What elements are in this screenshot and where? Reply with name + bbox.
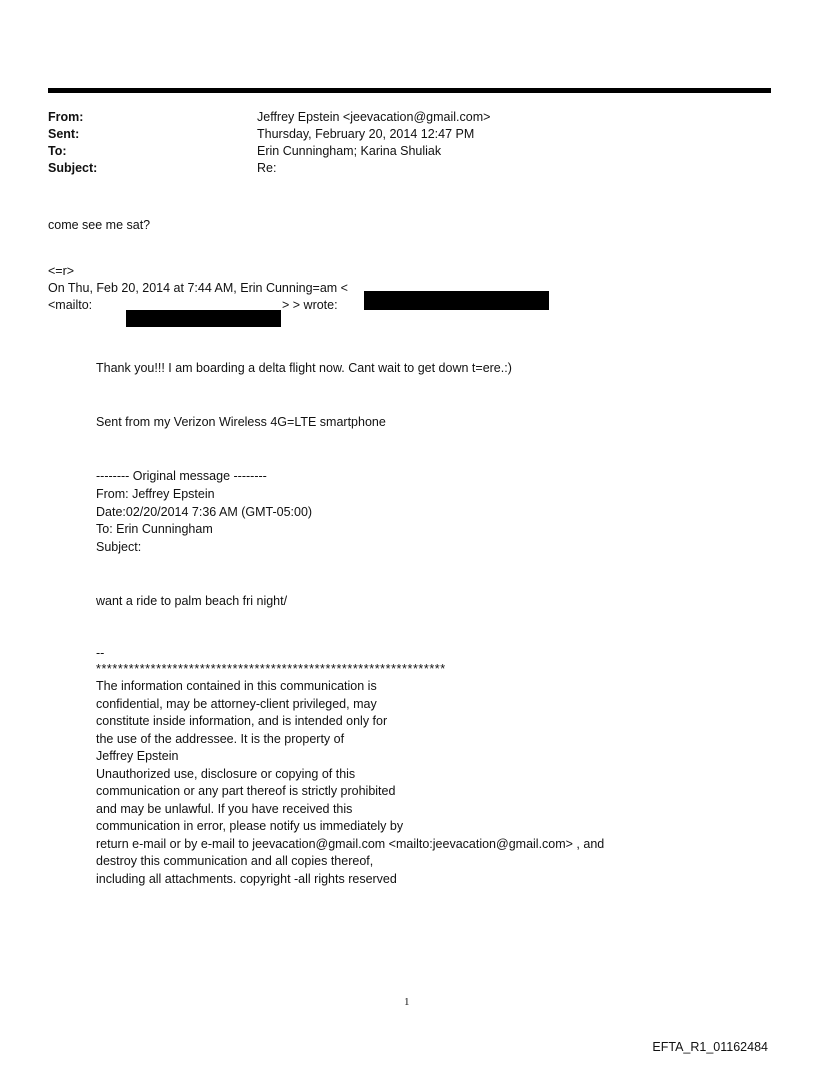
original-to: To: Erin Cunningham <box>96 522 213 536</box>
original-message-header: -------- Original message -------- <box>96 469 267 483</box>
original-subject: Subject: <box>96 540 142 554</box>
redaction-box <box>126 310 281 327</box>
disclaimer-line: confidential, may be attorney-client privileged, may <box>96 697 377 711</box>
quote-marker: <=r> <box>48 264 75 278</box>
disclaimer-line: the use of the addressee. It is the property of <box>96 732 345 746</box>
sent-value: Thursday, February 20, 2014 12:47 PM <box>257 127 475 141</box>
to-label: To: <box>48 144 67 158</box>
disclaimer-line: communication or any part thereof is strictly prohibited <box>96 784 396 798</box>
to-value: Erin Cunningham; Karina Shuliak <box>257 144 442 158</box>
disclaimer-line: and may be unlawful. If you have received this <box>96 802 353 816</box>
disclaimer-line: destroy this communication and all copies thereof, <box>96 854 374 868</box>
original-body: want a ride to palm beach fri night/ <box>96 594 288 608</box>
original-date: Date:02/20/2014 7:36 AM (GMT-05:00) <box>96 505 313 519</box>
quote-intro-line-1: On Thu, Feb 20, 2014 at 7:44 AM, Erin Cunning=am < <box>48 281 348 295</box>
disclaimer-line: communication in error, please notify us immediately by <box>96 819 404 833</box>
signature: Sent from my Verizon Wireless 4G=LTE smartphone <box>96 415 386 429</box>
asterisk-divider: **************************************************************** <box>96 662 446 676</box>
quote-intro-mailto: <mailto: <box>48 298 93 312</box>
signature-separator: -- <box>96 646 105 660</box>
disclaimer-line: including all attachments. copyright -all rights reserved <box>96 872 397 886</box>
sent-label: Sent: <box>48 127 80 141</box>
from-label: From: <box>48 110 84 124</box>
disclaimer-line: return e-mail or by e-mail to jeevacation@gmail.com <mailto:jeevacation@gmail.com> , and <box>96 837 605 851</box>
disclaimer-line: The information contained in this communication is <box>96 679 377 693</box>
redaction-box <box>364 291 549 310</box>
reply-text: come see me sat? <box>48 218 151 232</box>
subject-label: Subject: <box>48 161 98 175</box>
from-value: Jeffrey Epstein <jeevacation@gmail.com> <box>257 110 491 124</box>
document-id: EFTA_R1_01162484 <box>652 1040 768 1054</box>
subject-value: Re: <box>257 161 277 175</box>
disclaimer-line: Unauthorized use, disclosure or copying of this <box>96 767 356 781</box>
page-number: 1 <box>404 996 410 1008</box>
original-from: From: Jeffrey Epstein <box>96 487 215 501</box>
quote-intro-wrote: > > wrote: <box>282 298 338 312</box>
disclaimer-line: Jeffrey Epstein <box>96 749 179 763</box>
disclaimer-line: constitute inside information, and is intended only for <box>96 714 388 728</box>
quoted-message: Thank you!!! I am boarding a delta flight now. Cant wait to get down t=ere.:) <box>96 361 512 375</box>
header-rule <box>48 88 771 93</box>
